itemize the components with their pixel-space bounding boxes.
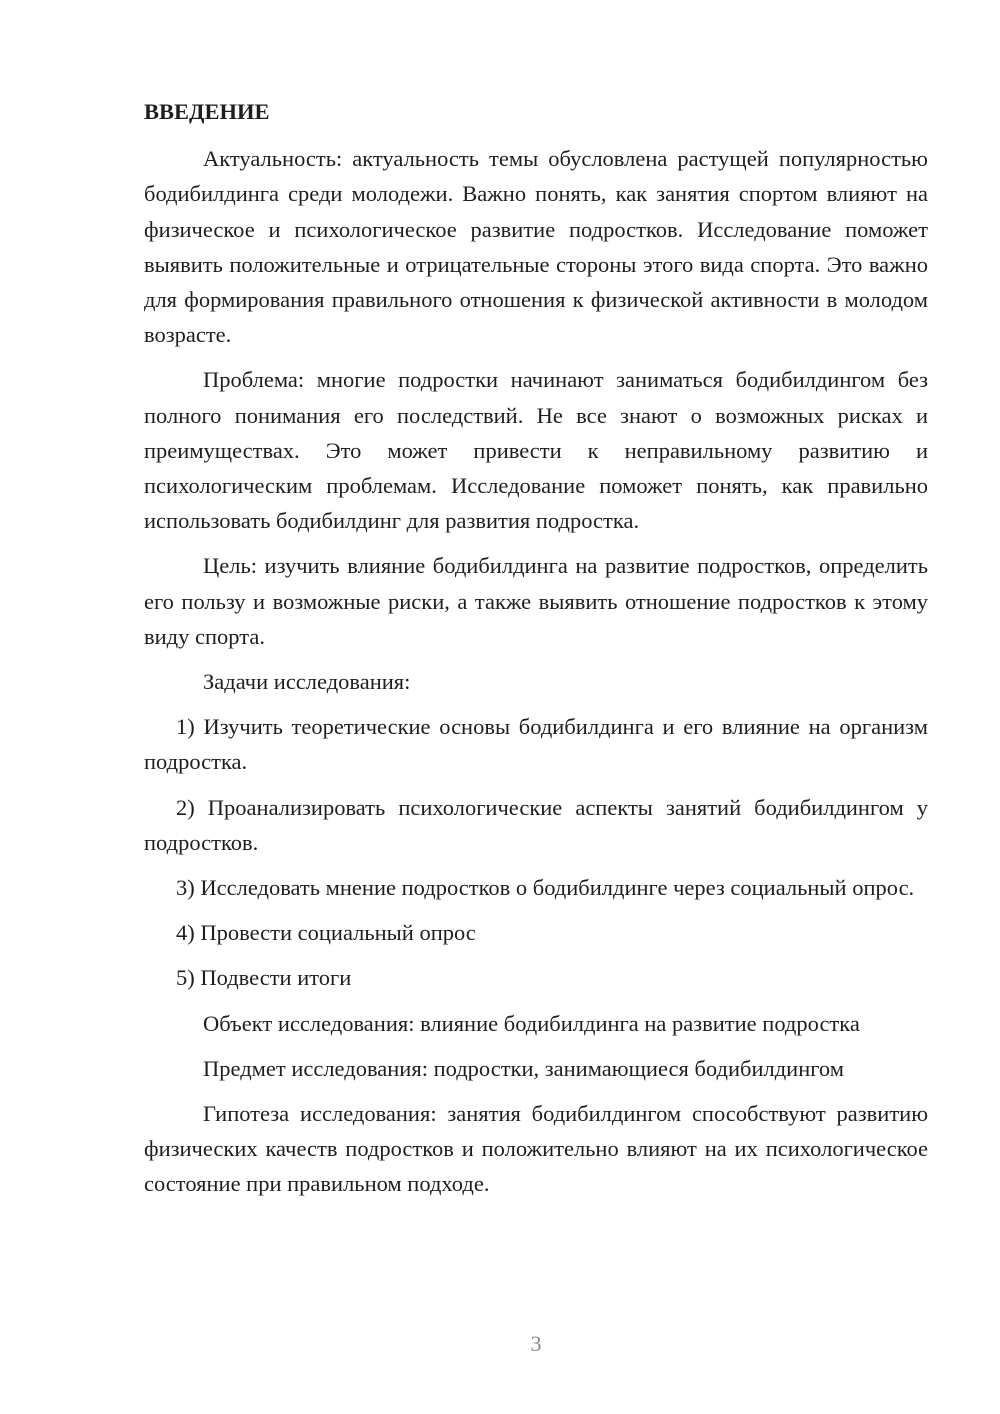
paragraph-goal: Цель: изучить влияние бодибилдинга на развитие подростков, определить его пользу и возможные риски, а также выявить отношение подростков к этому виду спорта. <box>144 553 928 649</box>
paragraph-object: Объект исследования: влияние бодибилдинга на развитие подростка <box>203 1010 860 1036</box>
page-title: ВВЕДЕНИЕ <box>144 99 270 124</box>
task-item-2: 2) Проанализировать психологические аспекты занятий бодибилдингом у подростков. <box>144 794 928 855</box>
task-item-4: 4) Провести социальный опрос <box>176 920 476 946</box>
paragraph-relevance: Актуальность: актуальность темы обусловлена растущей популярностью бодибилдинга среди молодежи. Важно понять, как занятия спортом влияют на физическое и психологическое развитие подростков. Исследование поможет выявить положительные и отрицательные стороны этого вида спорта. Это важно для формирования правильного отношения к физической активности в молодом возрасте. <box>144 146 928 348</box>
page-number: 3 <box>530 1331 542 1356</box>
paragraph-problem: Проблема: многие подростки начинают заниматься бодибилдингом без полного понимания его последствий. Не все знают о возможных рисках и преимуществах. Это может привести к неправильному развитию и психологическим проблемам. Исследование поможет понять, как правильно использовать бодибилдинг для развития подростка. <box>144 367 928 534</box>
document-body <box>144 94 928 1212</box>
tasks-heading: Задачи исследования: <box>203 669 411 695</box>
task-item-3: 3) Исследовать мнение подростков о бодибилдинге через социальный опрос. <box>176 875 915 901</box>
task-item-1: 1) Изучить теоретические основы бодибилдинга и его влияние на организм подростка. <box>144 714 928 775</box>
task-item-5: 5) Подвести итоги <box>176 965 352 991</box>
paragraph-subject: Предмет исследования: подростки, занимающиеся бодибилдингом <box>203 1055 844 1081</box>
paragraph-hypothesis: Гипотеза исследования: занятия бодибилдингом способствуют развитию физических качеств подростков и положительно влияют на их психологическое состояние при правильном подходе. <box>144 1101 928 1197</box>
